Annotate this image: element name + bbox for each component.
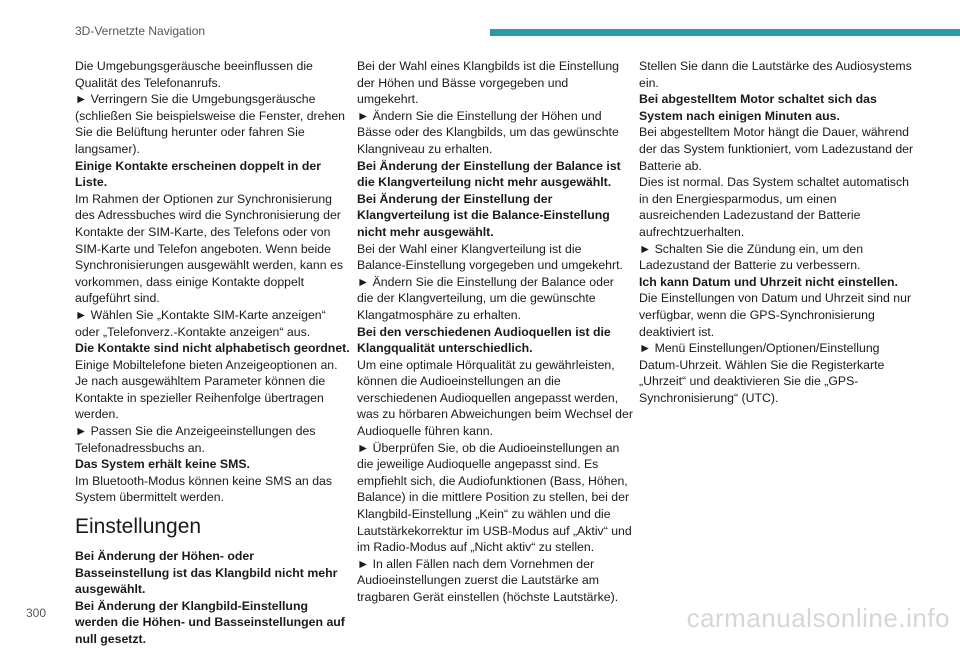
issue-heading: Bei abgestelltem Motor schaltet sich das System nach einigen Minuten aus. [639,92,877,123]
issue-heading: Bei den verschiedenen Audioquellen ist die Klangqualität unterschiedlich. [357,324,611,356]
paragraph: Bei der Wahl eines Klangbilds ist die Einstellung der Höhen und Bässe vorgegeben und umgekehrt. [357,59,620,107]
paragraph: Die Einstellungen von Datum und Uhrzeit sind nur verfügbar, wenn die GPS-Synchronisierung deaktiviert ist. [639,291,912,339]
section-title: 3D-Vernetzte Navigation [75,24,206,38]
paragraph: Die Umgebungsgeräusche beeinflussen die Qualität des Telefonanrufs. [75,59,313,90]
header-accent-bar [490,29,960,36]
issue-heading: Die Kontakte sind nicht alphabetisch geordnet. [75,341,350,356]
issue-heading: Bei Änderung der Einstellung der Balance ist die Klangverteilung nicht mehr ausgewählt. [357,158,621,190]
paragraph: Dies ist normal. Das System schaltet automatisch in den Energiesparmodus, um einen ausreichenden Ladezustand der Batterie aufrechtzuerhalten. [639,175,909,239]
paragraph: ► Ändern Sie die Einstellung der Höhen und Bässe oder des Klangbilds, um das gewünschte Klangniveau zu erhalten. [357,108,619,156]
text-column-2 [357,58,633,606]
paragraph: ► Überprüfen Sie, ob die Audioeinstellungen an die jeweilige Audioquelle angepasst sind. Es empfiehlt sich, die Audiofunktionen (Bass, Höhen, Balance) in die mittlere Position zu stellen, bei der Klangbild-Einstellung „Kein“ zu wählen und die Lautstärkekorrektur im USB-Modus auf „Aktiv“ und im Radio-Modus auf „Nicht aktiv“ zu stellen. [357,440,632,555]
section-heading: Einstellungen [75,515,202,539]
issue-heading: Bei Änderung der Einstellung der Klangverteilung ist die Balance-Einstellung nicht mehr ausgewählt. [357,191,610,239]
paragraph: ► Passen Sie die Anzeigeeinstellungen des Telefonadressbuchs an. [75,424,316,455]
paragraph: ► Wählen Sie „Kontakte SIM-Karte anzeigen“ oder „Telefonverz.-Kontakte anzeigen“ aus. [75,307,326,339]
paragraph: Um eine optimale Hörqualität zu gewährleisten, können die Audioeinstellungen an die verschiedenen Audioquellen angepasst werden, was zu hörbaren Abweichungen beim Wechsel der Audioquelle führen kann. [357,357,633,439]
text-column-1 [75,58,351,648]
paragraph: ► In allen Fällen nach dem Vornehmen der Audioeinstellungen zuerst die Lautstärke am tragbaren Gerät einstellen (höchste Lautstärke). [357,556,619,604]
paragraph: Einige Mobiltelefone bieten Anzeigeoptionen an. Je nach ausgewähltem Parameter können die Kontakte in spezieller Reihenfolge übertragen werden. [75,357,338,422]
page-number: 300 [26,606,47,620]
watermark: carmanualsonline.info [686,603,950,633]
paragraph: Stellen Sie dann die Lautstärke des Audiosystems ein. [639,59,912,90]
issue-heading: Das System erhält keine SMS. [75,457,250,472]
issue-heading: Einige Kontakte erscheinen doppelt in der Liste. [75,158,321,190]
paragraph: ► Menü Einstellungen/Optionen/Einstellung Datum-Uhrzeit. Wählen Sie die Registerkarte „Uhrzeit“ und deaktivieren Sie die „GPS-Synchronisierung“ (UTC). [639,341,885,405]
paragraph: ► Ändern Sie die Einstellung der Balance oder die der Klangverteilung, um die gewünschte Klangatmosphäre zu erhalten. [357,274,614,322]
paragraph: ► Schalten Sie die Zündung ein, um den Ladezustand der Batterie zu verbessern. [639,241,864,273]
paragraph: Bei der Wahl einer Klangverteilung ist die Balance-Einstellung vorgegeben und umgekehrt. [357,241,623,273]
paragraph: Im Bluetooth-Modus können keine SMS an das System übermittelt werden. [75,473,333,505]
issue-heading: Bei Änderung der Höhen- oder Basseinstellung ist das Klangbild nicht mehr ausgewählt. [75,549,338,597]
paragraph: ► Verringern Sie die Umgebungsgeräusche (schließen Sie beispielsweise die Fenster, drehen Sie die Belüftung herunter oder fahren Sie langsamer). [75,92,345,156]
text-column-3 [639,58,915,406]
issue-heading: Bei Änderung der Klangbild-Einstellung werden die Höhen- und Basseinstellungen auf null gesetzt. [75,598,345,646]
paragraph: Im Rahmen der Optionen zur Synchronisierung des Adressbuches wird die Synchronisierung der Kontakte der SIM-Karte, des Telefons oder von SIM-Karte und Telefon angeboten. Wenn beide Synchronisierungen ausgewählt werden, kann es vorkommen, dass einige Kontakte doppelt aufgeführt sind. [75,191,343,306]
issue-heading: Ich kann Datum und Uhrzeit nicht einstellen. [639,274,898,289]
paragraph: Bei abgestelltem Motor hängt die Dauer, während der das System funktioniert, vom Ladezustand der Batterie ab. [639,125,914,173]
